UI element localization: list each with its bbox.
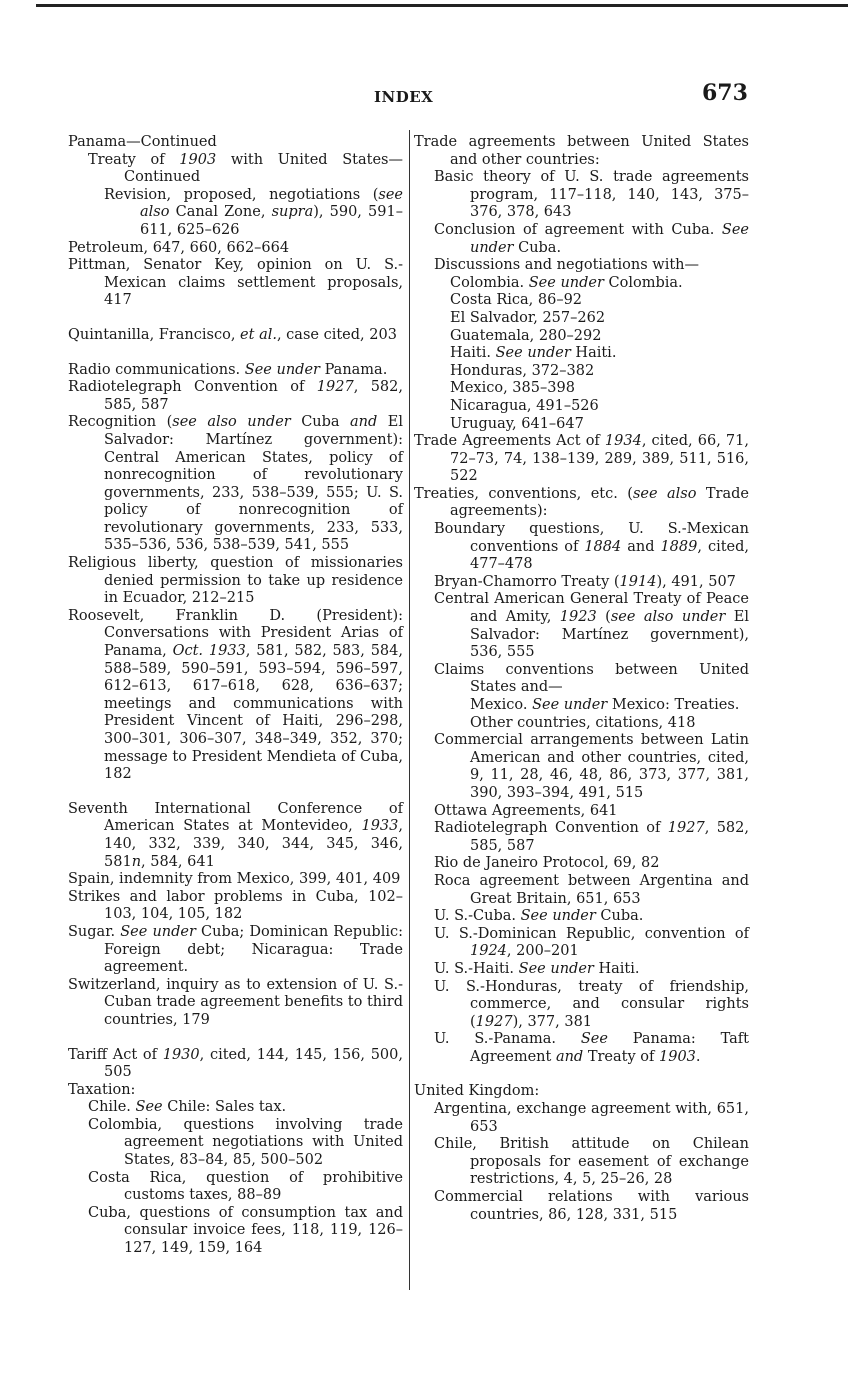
entry-text: Nicaragua, 491–526 <box>450 397 599 414</box>
italic-text: 1927 <box>667 820 705 837</box>
italic-text: 1927 <box>316 379 354 396</box>
italic-text: See under <box>532 697 608 713</box>
entry-text: , 584, 641 <box>141 853 215 870</box>
entry-text: U. S.-Dominican Republic, convention of <box>434 925 749 942</box>
italic-text: 1903 <box>179 151 217 168</box>
index-entry <box>434 1136 749 1189</box>
index-entry <box>68 257 403 310</box>
entry-text: Basic theory of U. S. trade agreements program, 117–118, 140, 143, 375–376, 378, 643 <box>434 169 749 221</box>
index-entry <box>434 1101 749 1136</box>
entry-text: Sugar. <box>68 923 121 940</box>
entry-text: Cuba <box>290 414 351 431</box>
entry-text: Switzerland, inquiry as to extension of U. S.-Cuban trade agreement benefits to third countries, 179 <box>68 976 403 1028</box>
entry-text: Trade Agreements Act of <box>414 433 605 450</box>
entry-text: Ottawa Agreements, 641 <box>434 802 618 819</box>
entry-text: Colombia. <box>603 274 683 291</box>
index-entry <box>434 521 749 574</box>
italic-text: see also <box>140 186 403 221</box>
index-entry <box>450 416 749 434</box>
entry-text: , 200–201 <box>506 943 579 960</box>
entry-text: Haiti. <box>570 345 617 362</box>
entry-text: Quintanilla, Francisco, <box>68 326 241 343</box>
entry-text: Bryan-Chamorro Treaty ( <box>434 573 620 590</box>
entry-text: Argentina, exchange agreement with, 651, 653 <box>434 1101 749 1135</box>
index-entry <box>470 715 749 733</box>
entry-text: Colombia. <box>450 274 529 291</box>
entry-text: Costa Rica, 86–92 <box>450 292 583 309</box>
index-entry <box>450 398 749 416</box>
index-entry <box>68 1047 403 1082</box>
italic-text: See under <box>518 960 594 977</box>
entry-text: Spain, indemnity from Mexico, 399, 401, 409 <box>68 871 401 888</box>
entry-text: Costa Rica, question of prohibitive customs taxes, 88–89 <box>88 1169 403 1204</box>
index-entry <box>434 908 749 926</box>
index-entry <box>434 591 749 661</box>
entry-text: , case cited, 203 <box>276 326 397 343</box>
index-entry <box>434 855 749 873</box>
index-entry <box>434 1189 749 1224</box>
entry-text: Cuba. <box>513 239 562 256</box>
entry-text: Roosevelt, Franklin D. (President): Conversations with President Arias of Panama, <box>68 607 403 660</box>
entry-text: Chile, British attitude on Chilean proposals for easement of exchange restrictions, 4, 5, 25–26, 28 <box>434 1136 749 1188</box>
index-entry <box>434 820 749 855</box>
entry-text: Commercial arrangements between Latin American and other countries, cited, 9, 11, 28, 46, 48, 86, 373, 377, 381, 390, 393–394, 491, 515 <box>434 732 749 801</box>
entry-text: , cited, 144, 145, 156, 500, 505 <box>104 1046 403 1081</box>
entry-text: Chile. <box>88 1099 136 1116</box>
index-entry <box>450 345 749 363</box>
italic-text: and <box>350 414 378 431</box>
index-entry <box>68 608 403 784</box>
index-entry <box>68 379 403 414</box>
index-entry <box>450 363 749 381</box>
italic-text: See under <box>244 361 320 378</box>
page-header <box>0 80 850 110</box>
entry-text: Religious liberty, question of missionaries denied permission to take up residence in Ecuador, 212–215 <box>68 555 403 607</box>
italic-text: See under <box>520 908 596 925</box>
entry-text: Mexico, 385–398 <box>450 380 575 397</box>
entry-text: Rio de Janeiro Protocol, 69, 82 <box>434 855 660 872</box>
index-entry <box>450 275 749 293</box>
entry-text: Discussions and negotiations with— <box>434 257 700 274</box>
index-entry <box>434 979 749 1032</box>
index-entry <box>434 961 749 979</box>
entry-text: Tariff Act of <box>68 1046 163 1063</box>
italic-text: 1934 <box>604 433 642 450</box>
entry-text: Haiti. <box>450 345 496 362</box>
entry-text: Panama. <box>319 361 388 378</box>
page-title: INDEX <box>374 88 434 106</box>
entry-text: Cuba; Dominican Republic: Foreign debt; Nicaragua: Trade agreement. <box>104 923 403 976</box>
index-entry <box>68 134 403 152</box>
entry-text: , cited, 66, 71, 72–73, 74, 138–139, 289, 389, 511, 516, 522 <box>450 433 749 485</box>
entry-text: Central American General Treaty of Peace and Amity, <box>434 591 749 626</box>
entry-text: U. S.-Haiti. <box>434 960 519 977</box>
italic-text: See under <box>528 274 604 291</box>
italic-text: See under <box>470 221 749 256</box>
entry-text: ( <box>596 609 611 626</box>
index-entry <box>470 697 749 715</box>
column-divider <box>409 130 410 1290</box>
index-entry <box>104 187 403 240</box>
entry-text: and <box>621 538 661 555</box>
italic-text: supra <box>271 204 314 221</box>
italic-text: et al. <box>240 326 277 343</box>
entry-text: Treaty of <box>583 1048 659 1065</box>
index-entry <box>68 801 403 871</box>
entry-text: Cuba. <box>595 908 644 925</box>
entry-text: Treaty of <box>88 151 180 168</box>
entry-text: Trade agreements): <box>450 485 749 520</box>
entry-text: , 581, 582, 583, 584, 588–589, 590–591, 593–594, 596–597, 612–613, 617–618, 628, 636–637; meetings and communications with President Vincent of Haiti, 296–298, 300–301, 306–307, 348–349, 352, 370; message to President Mendieta of Cuba, 182 <box>104 643 403 783</box>
italic-text: see also <box>632 485 697 502</box>
entry-text: with United States—Continued <box>124 151 403 186</box>
index-entry <box>414 1083 749 1101</box>
entry-text: Mexico: Treaties. <box>607 697 740 713</box>
index-entry <box>68 555 403 608</box>
index-entry <box>68 1082 403 1100</box>
index-entry <box>434 873 749 908</box>
index-entry <box>88 1099 403 1117</box>
index-entry <box>434 803 749 821</box>
entry-text: Radiotelegraph Convention of <box>434 820 668 837</box>
entry-text: Guatemala, 280–292 <box>450 327 602 344</box>
index-entry <box>68 414 403 555</box>
index-entry <box>68 889 403 924</box>
entry-text: El Salvador, 257–262 <box>450 309 606 326</box>
italic-text: 1927 <box>475 1013 513 1030</box>
entry-text: Claims conventions between United States and— <box>434 661 749 696</box>
index-entry <box>414 486 749 521</box>
entry-text: Recognition ( <box>68 414 173 431</box>
entry-text: Uruguay, 641–647 <box>450 415 584 432</box>
entry-text: U. S.-Honduras, treaty of friendship, commerce, and consular rights ( <box>434 978 749 1030</box>
entry-text: ), 491, 507 <box>656 573 736 590</box>
index-entry <box>414 433 749 486</box>
index-entry <box>68 871 403 889</box>
index-entry <box>434 926 749 961</box>
index-entry <box>88 1117 403 1170</box>
entry-text: Panama—Continued <box>68 134 217 150</box>
index-entry <box>434 732 749 802</box>
index-entry <box>68 924 403 977</box>
italic-text: Oct. 1933 <box>172 643 246 660</box>
index-entry <box>434 222 749 257</box>
italic-text: see also under <box>610 609 726 626</box>
entry-text: ), 377, 381 <box>512 1013 593 1030</box>
italic-text: 1914 <box>619 573 657 590</box>
index-entry <box>88 152 403 187</box>
entry-text: Conclusion of agreement with Cuba. <box>434 221 722 238</box>
entry-text: U. S.-Panama. <box>434 1031 581 1048</box>
italic-text: and <box>555 1048 584 1065</box>
italic-text: See under <box>495 345 571 362</box>
index-entry <box>68 240 403 258</box>
entry-text: Treaties, conventions, etc. ( <box>414 485 633 502</box>
index-entry <box>450 292 749 310</box>
index-column-left <box>68 134 403 1258</box>
entry-text: Strikes and labor problems in Cuba, 102–103, 104, 105, 182 <box>68 888 403 923</box>
entry-text: Roca agreement between Argentina and Great Britain, 651, 653 <box>434 872 749 907</box>
italic-text: 1924 <box>470 943 507 960</box>
entry-text: Other countries, citations, 418 <box>470 714 696 731</box>
entry-text: Mexico. <box>470 697 533 713</box>
entry-text: Taxation: <box>68 1081 136 1098</box>
entry-text: Cuba, questions of consumption tax and consular invoice fees, 118, 119, 126–127, 149, 159, 164 <box>88 1204 403 1257</box>
page-number: 673 <box>702 80 748 106</box>
index-entry <box>434 662 749 697</box>
index-entry <box>68 327 403 345</box>
italic-text: 1933 <box>361 818 399 835</box>
entry-text: , cited, 477–478 <box>470 538 750 573</box>
entry-text: U. S.-Cuba. <box>434 908 521 925</box>
entry-text: Revision, proposed, negotiations ( <box>104 186 379 203</box>
entry-text: Boundary questions, U. S.-Mexican conventions of <box>434 521 749 555</box>
entry-text: Seventh International Conference of American States at Montevideo, <box>68 800 403 835</box>
italic-text: See <box>135 1099 163 1116</box>
italic-text: See under <box>120 923 196 940</box>
italic-text: 1930 <box>162 1046 200 1063</box>
index-entry <box>434 1031 749 1066</box>
entry-text: Panama: Taft Agreement <box>470 1031 749 1065</box>
entry-text: El Salvador: Martínez government), 536, 555 <box>470 609 750 661</box>
entry-text: Commercial relations with various countries, 86, 128, 331, 515 <box>434 1189 749 1223</box>
entry-text: Petroleum, 647, 660, 662–664 <box>68 239 290 256</box>
entry-text: , 140, 332, 339, 340, 344, 345, 346, 581 <box>104 818 403 870</box>
index-entry <box>450 310 749 328</box>
entry-text: Canal Zone, <box>169 204 272 221</box>
entry-text: Pittman, Senator Key, opinion on U. S.-Mexican claims settlement proposals, 417 <box>68 257 403 309</box>
index-entry <box>68 362 403 380</box>
entry-text: United Kingdom: <box>414 1083 540 1100</box>
index-entry <box>450 328 749 346</box>
italic-text: see also under <box>172 414 291 431</box>
italic-text: 1903 <box>659 1048 696 1065</box>
index-entry <box>88 1170 403 1205</box>
entry-text: Trade agreements between United States and other countries: <box>414 134 749 168</box>
entry-text: , 582, 585, 587 <box>470 820 749 854</box>
index-entry <box>434 574 749 592</box>
top-rule <box>36 4 848 7</box>
entry-text: Chile: Sales tax. <box>162 1099 287 1116</box>
entry-text: . <box>695 1048 701 1065</box>
entry-text: Radiotelegraph Convention of <box>68 379 317 396</box>
italic-text: n <box>131 853 142 870</box>
entry-text: Haiti. <box>593 960 640 977</box>
italic-text: 1889 <box>660 538 698 555</box>
entry-text: ), 590, 591–611, 625–626 <box>140 204 403 238</box>
italic-text: 1884 <box>584 538 622 555</box>
entry-text: El Salvador: Martínez government): Central American States, policy of nonrecognition of revolutionary governments, 233, 538–539, 555; U. S. policy of nonrecognition of revolutionary governments, 233, 533, 535–536, 536, 538–539, 541, 555 <box>104 414 403 554</box>
italic-text: See <box>580 1031 608 1048</box>
index-entry <box>434 169 749 222</box>
entry-text: Honduras, 372–382 <box>450 362 595 379</box>
index-entry <box>450 380 749 398</box>
entry-text: , 582, 585, 587 <box>104 379 403 413</box>
index-entry <box>414 134 749 169</box>
index-entry <box>68 977 403 1030</box>
entry-text: Colombia, questions involving trade agreement negotiations with United States, 83–84, 85, 500–502 <box>88 1116 403 1169</box>
italic-text: 1923 <box>559 609 597 626</box>
entry-text: Radio communications. <box>68 361 245 378</box>
index-column-right <box>414 134 749 1224</box>
index-entry <box>434 257 749 275</box>
index-entry <box>88 1205 403 1258</box>
